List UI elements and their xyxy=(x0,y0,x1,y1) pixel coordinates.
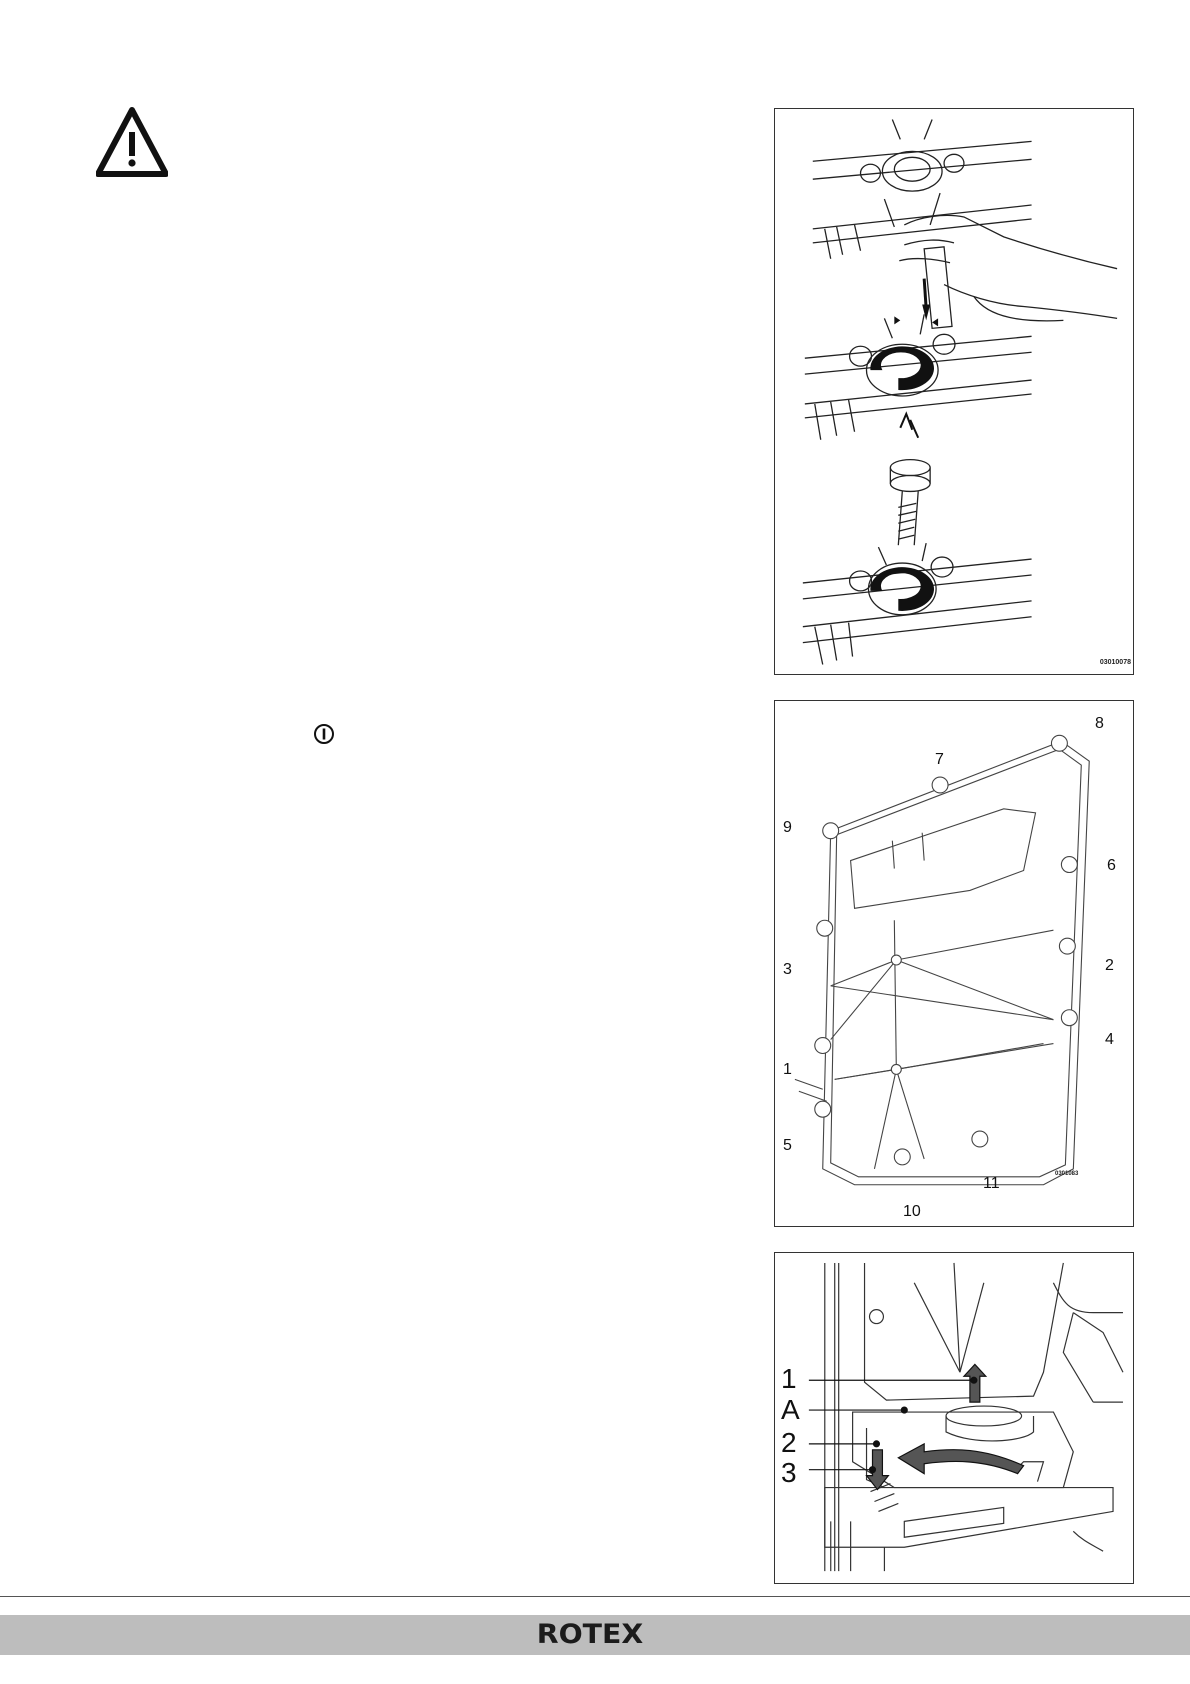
callout-10: 10 xyxy=(903,1203,921,1220)
callout-7: 7 xyxy=(935,751,944,768)
figure-code: 0301083 xyxy=(1055,1171,1079,1177)
callout-2: 2 xyxy=(781,1427,797,1458)
cover-plate-drawing xyxy=(775,701,1133,1226)
warning-triangle-icon xyxy=(96,106,168,178)
callout-1: 1 xyxy=(781,1363,797,1394)
callout-2: 2 xyxy=(1105,957,1114,974)
callout-4: 4 xyxy=(1105,1031,1114,1048)
info-circle-icon xyxy=(313,723,335,745)
callout-3: 3 xyxy=(781,1457,797,1488)
callout-8: 8 xyxy=(1095,715,1104,732)
figure-tightening-sequence xyxy=(774,700,1134,1227)
callout-5: 5 xyxy=(783,1137,792,1154)
callout-11: 11 xyxy=(983,1175,1000,1192)
callout-A: A xyxy=(781,1394,800,1425)
rotex-logo: ROTEX xyxy=(536,1619,644,1650)
figure-component-removal xyxy=(774,1252,1134,1584)
figure-screw-seal xyxy=(774,108,1134,675)
screw-seal-drawing xyxy=(775,109,1133,674)
callout-6: 6 xyxy=(1107,857,1116,874)
footer-divider xyxy=(0,1596,1190,1597)
callout-3: 3 xyxy=(783,961,792,978)
figure-code: 03010078 xyxy=(1099,659,1131,666)
callout-1: 1 xyxy=(783,1061,792,1078)
callout-9: 9 xyxy=(783,819,792,836)
component-removal-drawing xyxy=(775,1253,1133,1583)
